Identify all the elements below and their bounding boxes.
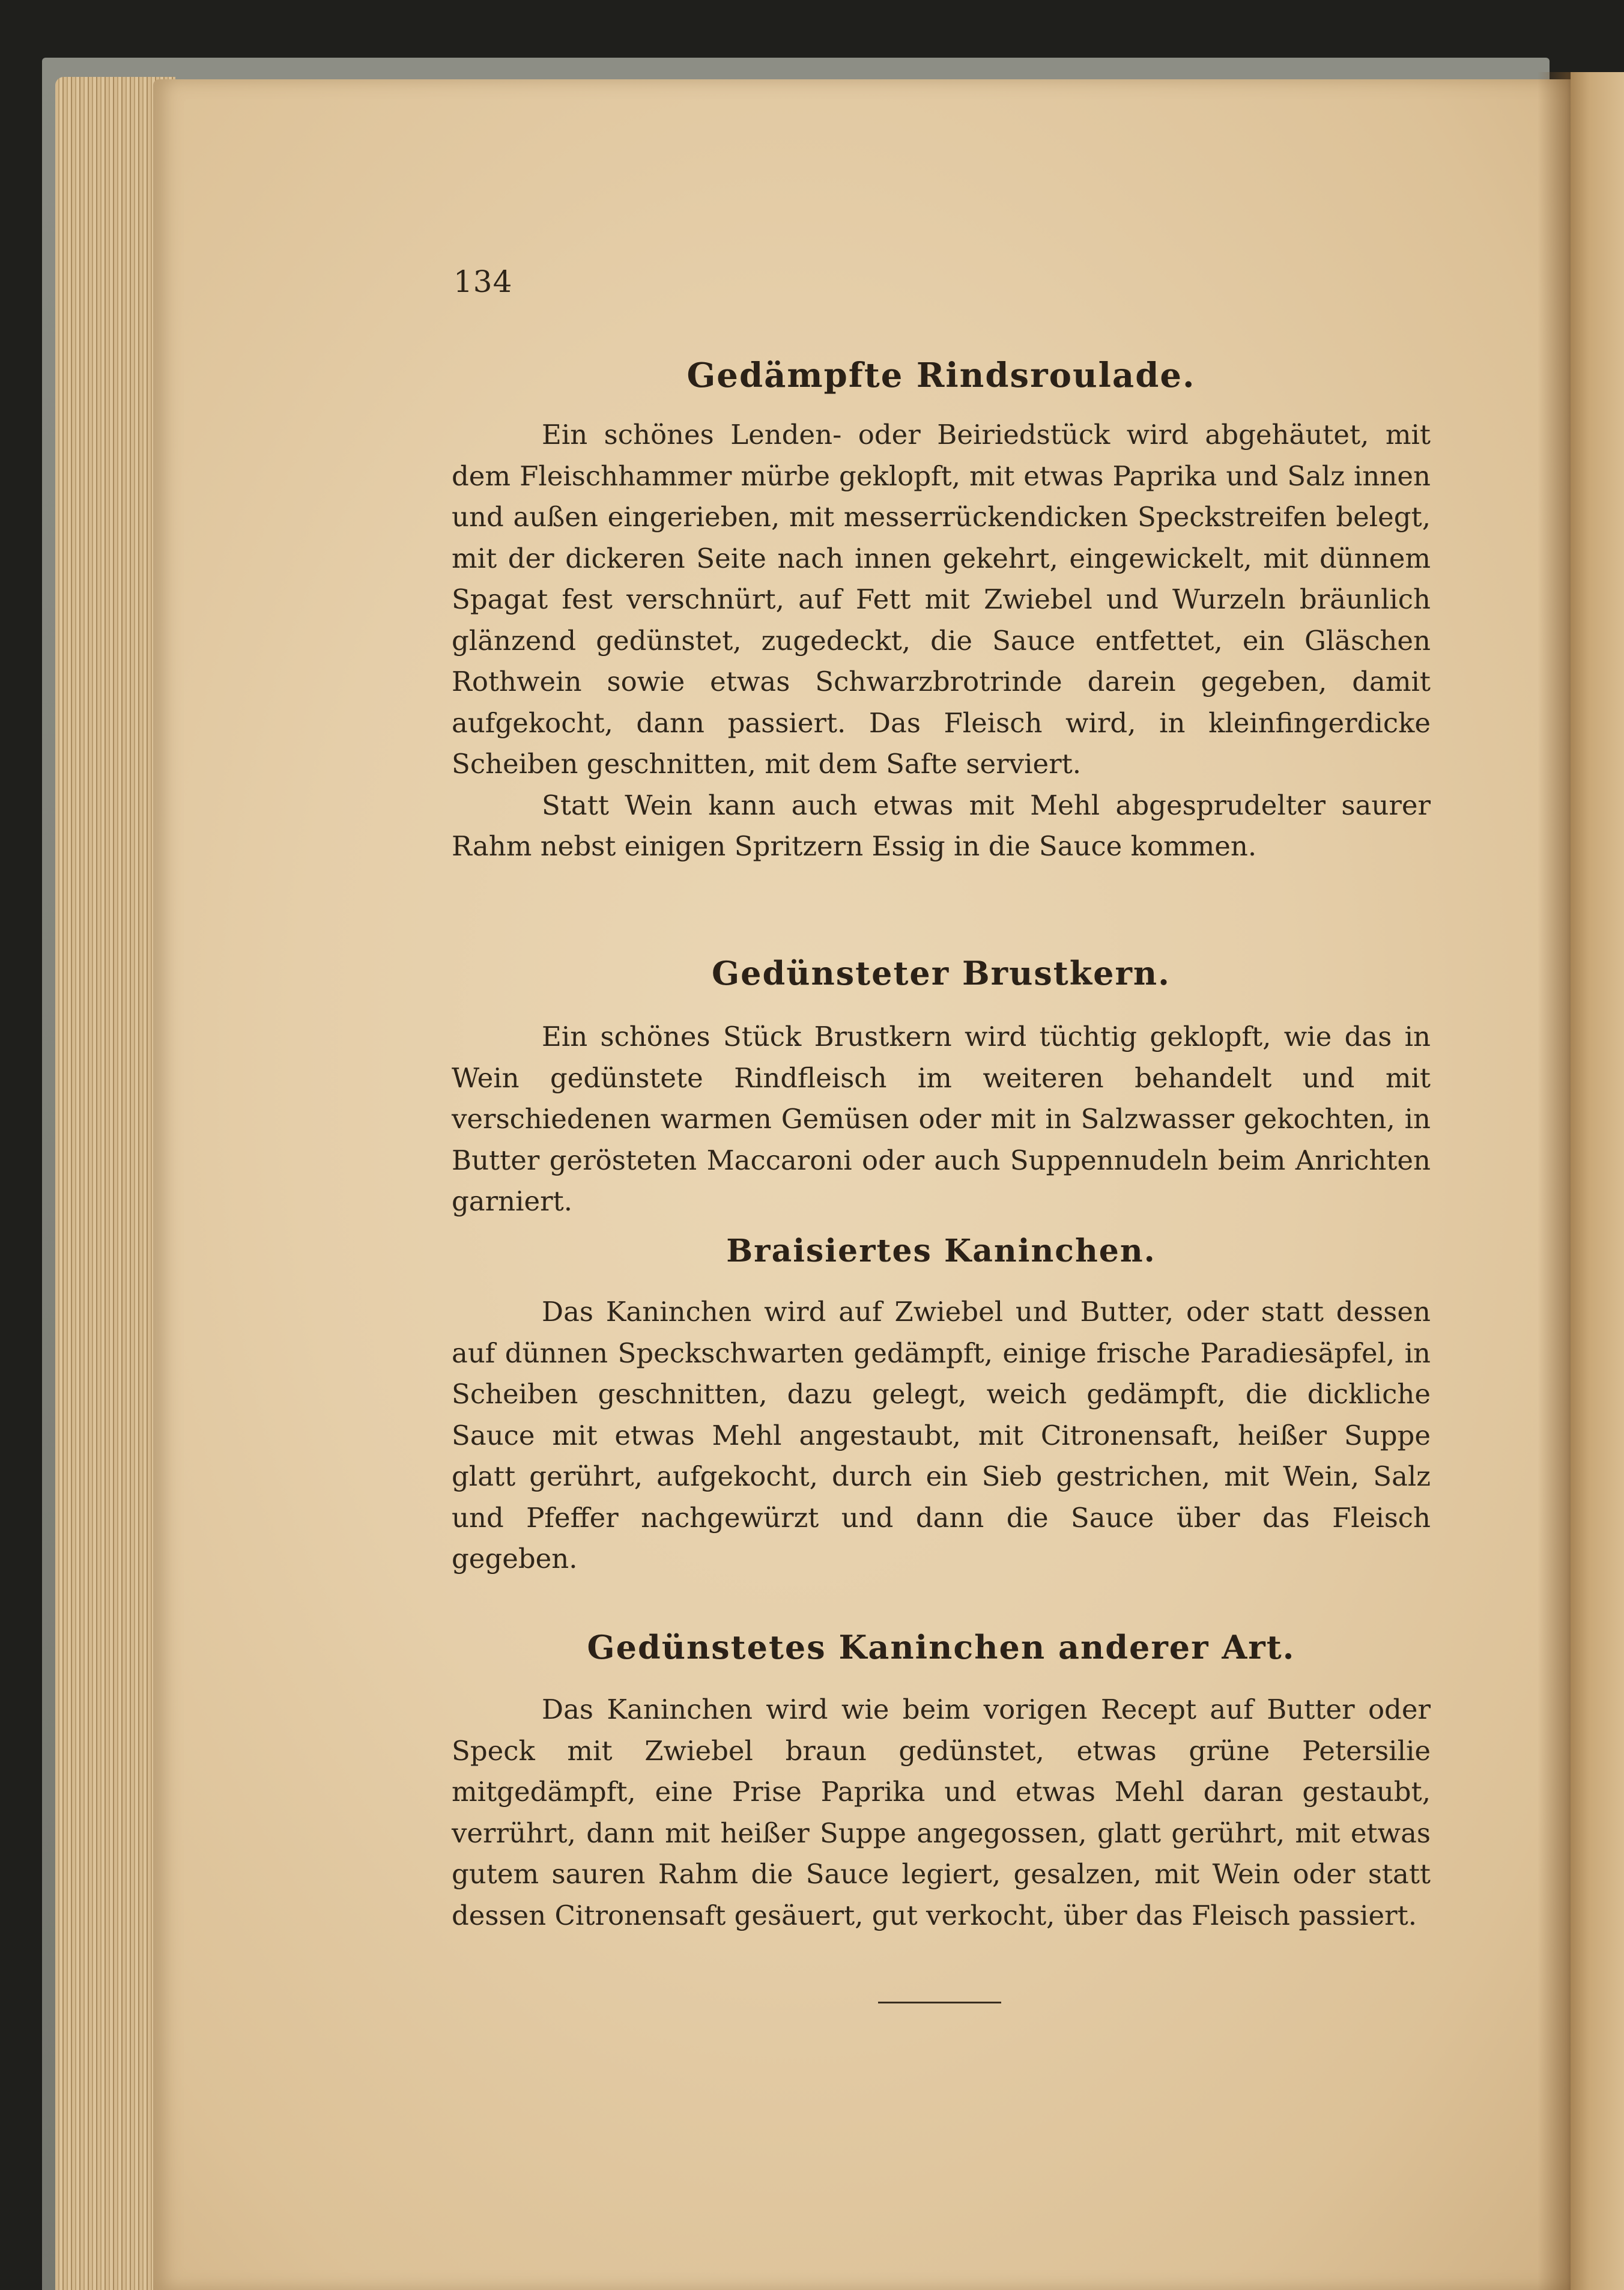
recipe-body [452, 1016, 1431, 1222]
paragraph: Ein schönes Stück Brustkern wird tüchtig geklopft, wie das in Wein gedünstete Rindfleisch im weiteren behandelt und mit verschiedenen warmen Gemüsen oder mit in Salzwasser gekochten, in Butter gerösteten Maccaroni oder auch Suppennudeln beim Anrichten garniert. [452, 1021, 1431, 1217]
recipe-body [452, 1292, 1431, 1580]
recipe-body [452, 415, 1431, 867]
paragraph: Das Kaninchen wird wie beim vorigen Recept auf Butter oder Speck mit Zwiebel braun gedünstet, etwas grüne Petersilie mitgedämpft, eine Prise Paprika und etwas Mehl daran gestaubt, verrührt, dann mit heißer Suppe angegossen, glatt gerührt, mit etwas gutem sauren Rahm die Sauce legiert, gesalzen, mit Wein oder statt dessen Citronensaft gesäuert, gut verkocht, über das Fleisch passiert. [452, 1693, 1431, 1931]
recipe-body [452, 1689, 1431, 1936]
paragraph: Ein schönes Lenden- oder Beiriedstück wird abgehäutet, mit dem Fleischhammer mürbe geklopft, mit etwas Paprika und Salz innen und außen eingerieben, mit messerrückendicken Speckstreifen belegt, mit der dickeren Seite nach innen gekehrt, eingewickelt, mit dünnem Spagat fest verschnürt, auf Fett mit Zwiebel und Wurzeln bräunlich glänzend gedünstet, zugedeckt, die Sauce entfettet, ein Gläschen Rothwein sowie etwas Schwarzbrotrinde darein gegeben, damit aufgekocht, dann passiert. Das Fleisch wird, in kleinfingerdicke Scheiben geschnitten, mit dem Safte serviert. [452, 419, 1431, 780]
end-rule [878, 2002, 1001, 2003]
page-number: 134 [453, 264, 513, 299]
recipe-title: Braisiertes Kaninchen. [726, 1233, 1156, 1269]
paragraph: Das Kaninchen wird auf Zwiebel und Butter, oder statt dessen auf dünnen Speckschwarten gedämpft, einige frische Paradiesäpfel, in Scheiben geschnitten, dazu gelegt, weich gedämpft, die dickliche Sauce mit etwas Mehl angestaubt, mit Citronensaft, heißer Suppe glatt gerührt, aufgekocht, durch ein Sieb gestrichen, mit Wein, Salz und Pfeffer nachgewürzt und dann die Sauce über das Fleisch gegeben. [452, 1296, 1431, 1575]
paragraph: Statt Wein kann auch etwas mit Mehl abgesprudelter saurer Rahm nebst einigen Spritzern Essig in die Sauce kommen. [452, 789, 1431, 862]
recipe-title: Gedünstetes Kaninchen anderer Art. [587, 1628, 1295, 1666]
recipe-title: Gedämpfte Rindsroulade. [686, 356, 1196, 395]
facing-page-edge [1571, 72, 1624, 2290]
recipe-title: Gedünsteter Brustkern. [712, 954, 1171, 992]
